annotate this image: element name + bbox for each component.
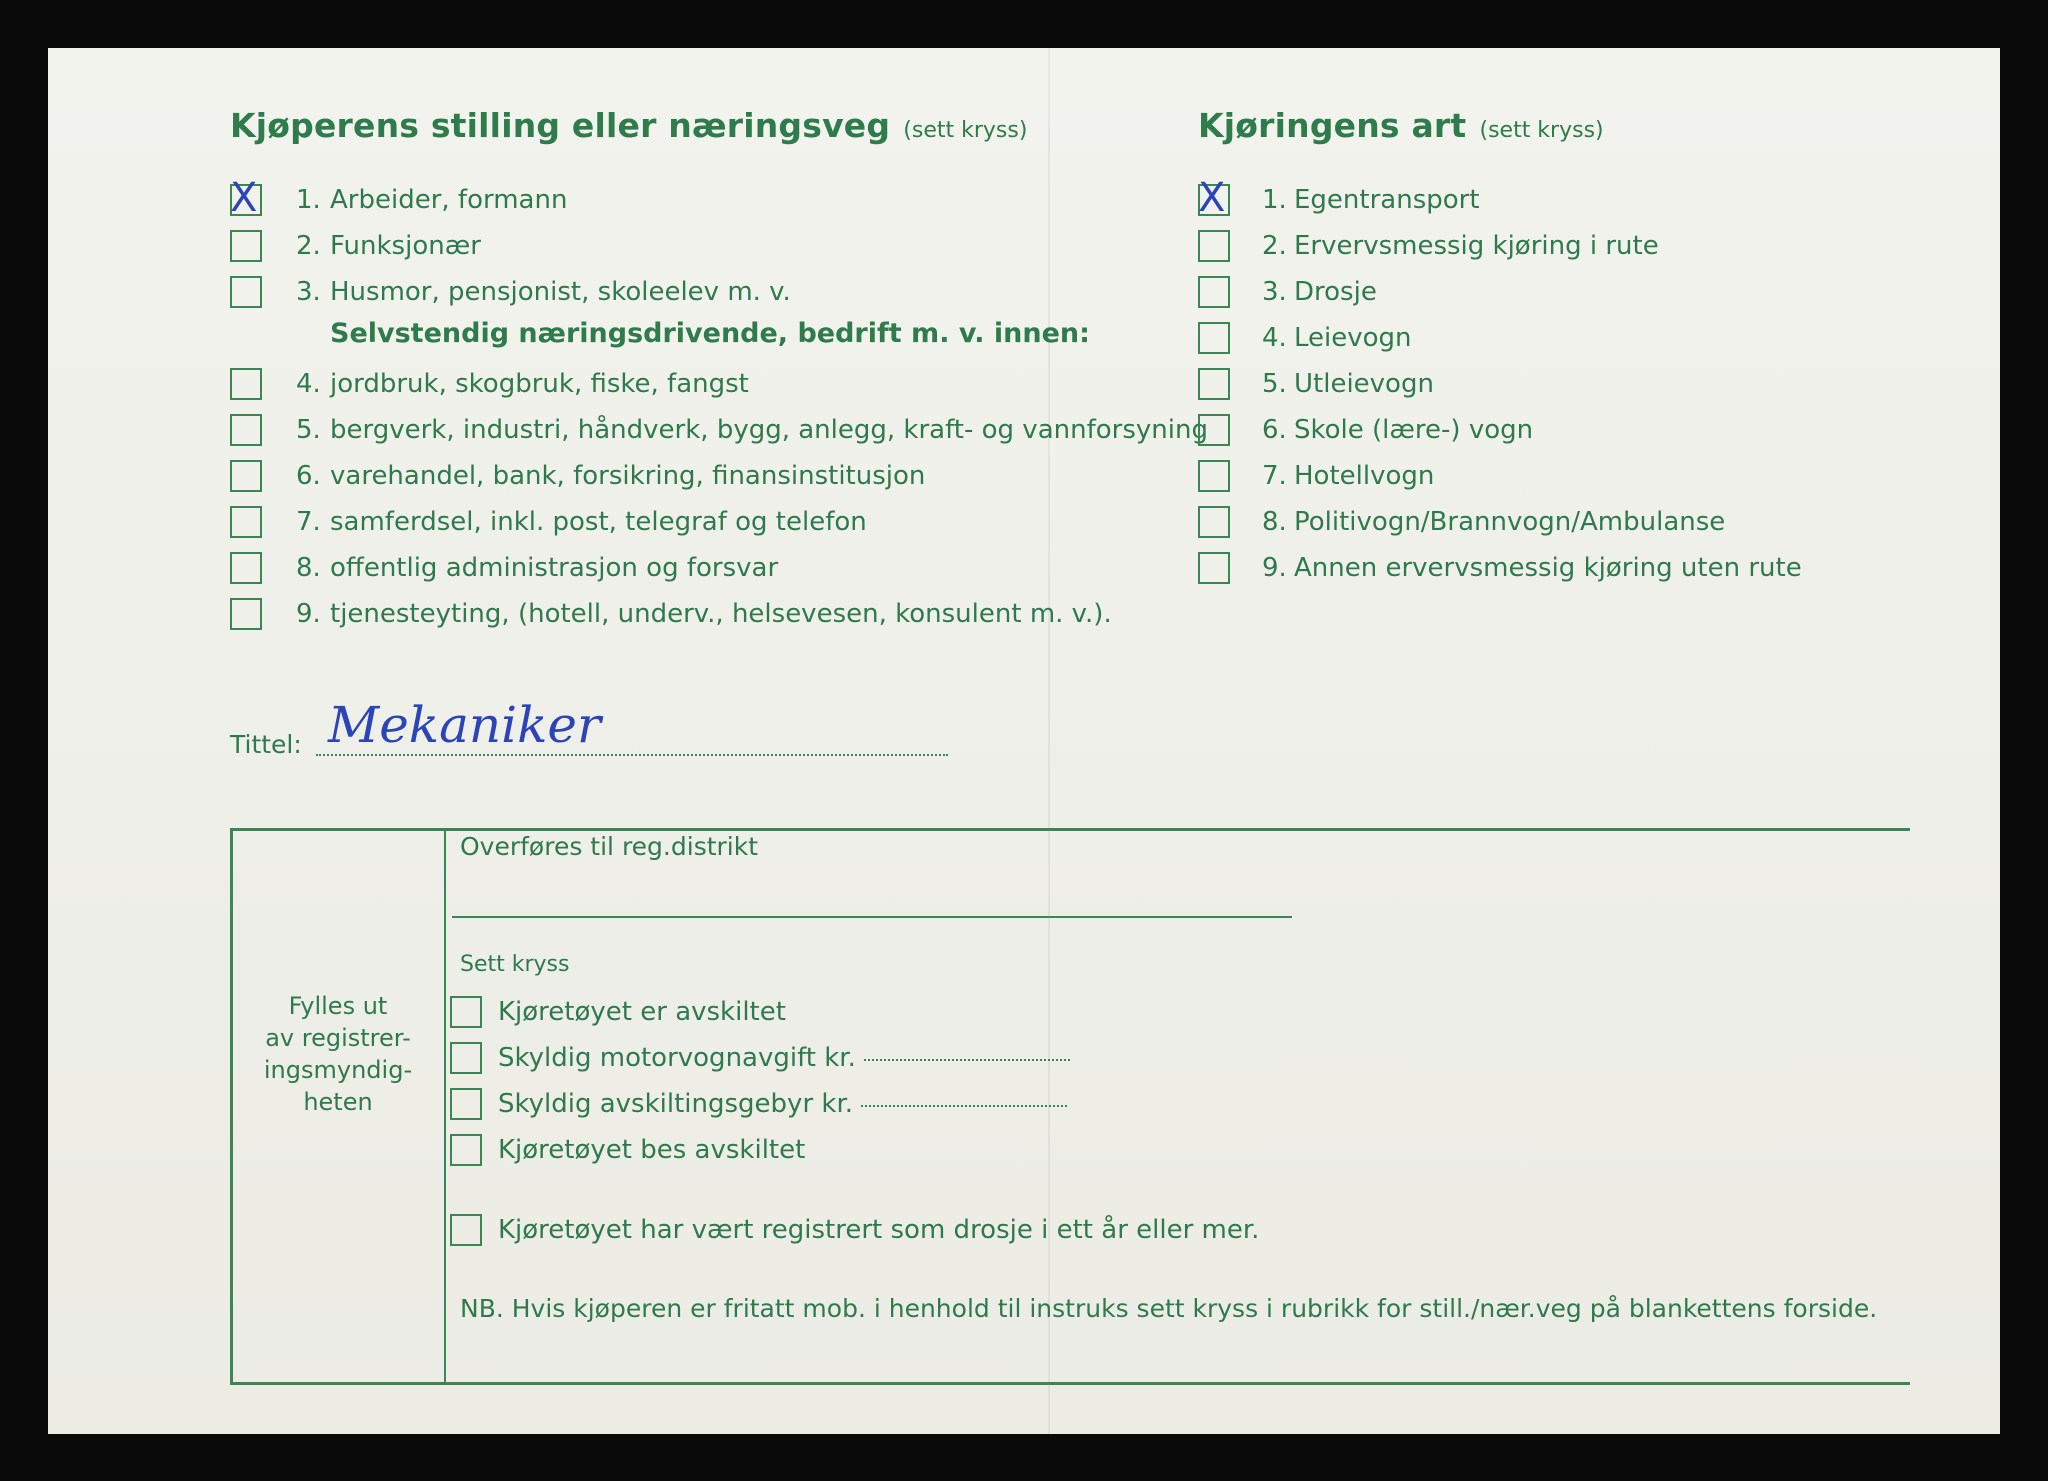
registry-item-3-checkbox[interactable] bbox=[450, 1088, 482, 1120]
right-item-4-checkbox[interactable] bbox=[1198, 322, 1230, 354]
right-heading-note: (sett kryss) bbox=[1479, 118, 1604, 143]
tittel-value[interactable]: Mekaniker bbox=[328, 696, 601, 754]
check-mark-icon: X bbox=[1198, 175, 1226, 221]
item-label: Kjøretøyet er avskiltet bbox=[498, 997, 786, 1027]
item-label: Arbeider, formann bbox=[330, 185, 568, 215]
item-number: 8. bbox=[1262, 507, 1287, 537]
box-top-line bbox=[230, 828, 1910, 831]
left-item-5-checkbox[interactable] bbox=[230, 414, 262, 446]
item-label: Funksjonær bbox=[330, 231, 481, 261]
left-item-6-checkbox[interactable] bbox=[230, 460, 262, 492]
amount-field[interactable] bbox=[864, 1057, 1070, 1061]
box-left-line bbox=[230, 828, 233, 1385]
registry-side-label bbox=[248, 990, 428, 1118]
item-label: varehandel, bank, forsikring, finansinstitusjon bbox=[330, 461, 926, 491]
registry-item-1-checkbox[interactable] bbox=[450, 996, 482, 1028]
check-mark-icon: X bbox=[230, 175, 258, 221]
item-label: Skole (lære-) vogn bbox=[1294, 415, 1534, 445]
tittel-label: Tittel: bbox=[230, 730, 302, 759]
side-label-line: ingsmyndig- bbox=[263, 1056, 413, 1084]
item-number: 4. bbox=[1262, 323, 1287, 353]
right-item-3-checkbox[interactable] bbox=[1198, 276, 1230, 308]
amount-field[interactable] bbox=[861, 1103, 1067, 1107]
item-label: Kjøretøyet har vært registrert som drosje i ett år eller mer. bbox=[498, 1215, 1260, 1245]
item-number: 3. bbox=[1262, 277, 1287, 307]
transfer-label: Overføres til reg.distrikt bbox=[460, 832, 759, 861]
item-label: Leievogn bbox=[1294, 323, 1412, 353]
right-item-5-checkbox[interactable] bbox=[1198, 368, 1230, 400]
registry-item-2-checkbox[interactable] bbox=[450, 1042, 482, 1074]
item-label: Drosje bbox=[1294, 277, 1377, 307]
left-item-1-checkbox[interactable] bbox=[230, 175, 262, 221]
left-item-8-checkbox[interactable] bbox=[230, 552, 262, 584]
right-item-1-checkbox[interactable] bbox=[1198, 175, 1230, 221]
item-number: 6. bbox=[296, 461, 321, 491]
right-heading-group bbox=[1198, 106, 1604, 145]
left-subheading: Selvstendig næringsdrivende, bedrift m. v. innen: bbox=[330, 318, 1090, 349]
item-number: 2. bbox=[296, 231, 321, 261]
item-label-group bbox=[498, 1038, 1070, 1078]
item-label: Ervervsmessig kjøring i rute bbox=[1294, 231, 1659, 261]
item-label: Kjøretøyet bes avskiltet bbox=[498, 1135, 806, 1165]
item-label: Hotellvogn bbox=[1294, 461, 1435, 491]
item-number: 1. bbox=[1262, 185, 1287, 215]
sett-kryss-label: Sett kryss bbox=[460, 952, 570, 977]
right-item-8-checkbox[interactable] bbox=[1198, 506, 1230, 538]
side-label-line: av registrer- bbox=[265, 1024, 411, 1052]
side-label-line: Fylles ut bbox=[288, 992, 388, 1020]
item-number: 3. bbox=[296, 277, 321, 307]
item-label: Politivogn/Brannvogn/Ambulanse bbox=[1294, 507, 1726, 537]
item-number: 7. bbox=[1262, 461, 1287, 491]
item-label: Egentransport bbox=[1294, 185, 1480, 215]
item-label: samferdsel, inkl. post, telegraf og telefon bbox=[330, 507, 867, 537]
item-number: 5. bbox=[296, 415, 321, 445]
left-heading: Kjøperens stilling eller næringsveg bbox=[230, 106, 891, 145]
item-label: tjenesteyting, (hotell, underv., helsevesen, konsulent m. v.). bbox=[330, 599, 1112, 629]
tittel-field-line bbox=[316, 754, 948, 756]
left-item-7-checkbox[interactable] bbox=[230, 506, 262, 538]
registry-drosje-checkbox[interactable] bbox=[450, 1214, 482, 1246]
transfer-field-line[interactable] bbox=[452, 916, 1292, 918]
item-number: 2. bbox=[1262, 231, 1287, 261]
item-label: Husmor, pensjonist, skoleelev m. v. bbox=[330, 277, 791, 307]
item-label: Annen ervervsmessig kjøring uten rute bbox=[1294, 553, 1802, 583]
form-sheet bbox=[48, 48, 2000, 1434]
item-number: 4. bbox=[296, 369, 321, 399]
registry-note: NB. Hvis kjøperen er fritatt mob. i henhold til instruks sett kryss i rubrikk for still./nær.veg på blankettens forside. bbox=[460, 1294, 1878, 1323]
left-item-2-checkbox[interactable] bbox=[230, 230, 262, 262]
item-label: offentlig administrasjon og forsvar bbox=[330, 553, 779, 583]
item-number: 5. bbox=[1262, 369, 1287, 399]
item-label-group bbox=[498, 1084, 1067, 1124]
item-number: 7. bbox=[296, 507, 321, 537]
left-item-9-checkbox[interactable] bbox=[230, 598, 262, 630]
left-heading-note: (sett kryss) bbox=[903, 118, 1028, 143]
left-item-4-checkbox[interactable] bbox=[230, 368, 262, 400]
item-label: Skyldig avskiltingsgebyr kr. bbox=[498, 1089, 854, 1119]
item-label: jordbruk, skogbruk, fiske, fangst bbox=[330, 369, 749, 399]
item-label: bergverk, industri, håndverk, bygg, anlegg, kraft- og vannforsyning bbox=[330, 415, 1208, 445]
left-item-3-checkbox[interactable] bbox=[230, 276, 262, 308]
right-item-2-checkbox[interactable] bbox=[1198, 230, 1230, 262]
item-number: 9. bbox=[1262, 553, 1287, 583]
right-item-6-checkbox[interactable] bbox=[1198, 414, 1230, 446]
left-heading-group bbox=[230, 106, 1027, 145]
right-item-7-checkbox[interactable] bbox=[1198, 460, 1230, 492]
side-label-line: heten bbox=[303, 1088, 373, 1116]
box-divider-line bbox=[444, 828, 446, 1385]
item-label: Utleievogn bbox=[1294, 369, 1434, 399]
registry-item-4-checkbox[interactable] bbox=[450, 1134, 482, 1166]
box-bottom-line bbox=[230, 1382, 1910, 1385]
item-number: 6. bbox=[1262, 415, 1287, 445]
item-number: 1. bbox=[296, 185, 321, 215]
item-number: 9. bbox=[296, 599, 321, 629]
item-number: 8. bbox=[296, 553, 321, 583]
right-heading: Kjøringens art bbox=[1198, 106, 1467, 145]
item-label: Skyldig motorvognavgift kr. bbox=[498, 1043, 856, 1073]
right-item-9-checkbox[interactable] bbox=[1198, 552, 1230, 584]
